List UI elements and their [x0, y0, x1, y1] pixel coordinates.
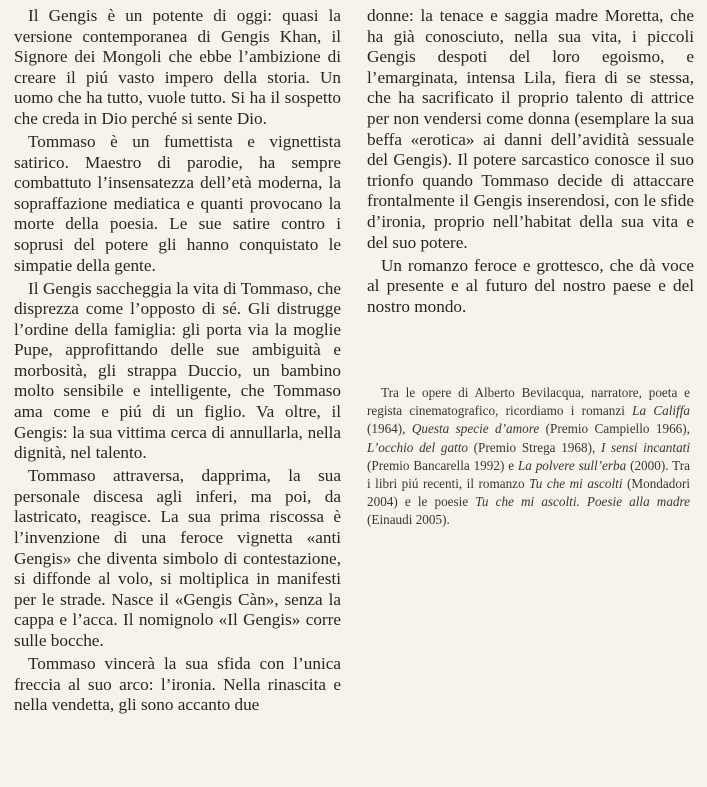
book-title: Tu che mi ascolti	[529, 476, 623, 492]
synopsis-left-column	[14, 6, 341, 716]
author-note	[367, 384, 690, 530]
book-title: I sensi incantati	[600, 439, 690, 455]
book-title: L’occhio del gatto	[367, 439, 468, 455]
synopsis-paragraph: Il Gengis saccheggia la vita di Tommaso, che disprezza come l’opposto di sé. Gli distrugge l’ordine della famiglia: gli porta via la moglie Pupe, approfittando delle sue ambiguità e morbosità, gli strappa Duccio, un bambino molto sensibile e intelligente, che Tommaso ama come e piú di un figlio. Va oltre, il Gengis: la sua vittima cerca di annullarla, nella dignità, nel talento.	[14, 278, 341, 463]
book-title: La polvere sull’erba	[517, 457, 627, 473]
book-title: Tu che mi ascolti. Poesie alla madre	[475, 494, 691, 510]
book-title: Questa specie d’amore	[411, 421, 540, 437]
book-title: La Califfa	[632, 403, 690, 419]
synopsis-paragraph-continued: donne: la tenace e saggia madre Moretta, che ha già conosciuto, nella sua vita, i piccoli Gengis despoti del loro egoismo, e l’emarginata, intensa Lila, fiera di se stessa, che ha sacrificato il proprio talento di attrice per non vendersi come donna (esemplare la sua beffa «erotica» ai danni dell’avidità sessuale del Gengis). Il potere sarcastico conosce il suo trionfo quando Tommaso decide di attaccare frontalmente il Gengis inserendosi, con le sfide d’ironia, proprio nell’habitat della sua vita e del suo potere.	[367, 6, 694, 252]
synopsis-paragraph: Tommaso attraversa, dapprima, la sua personale discesa agli inferi, ma poi, da lastricato, reagisce. La sua prima riscossa è l’invenzione di una feroce vignetta «anti Gengis» che diventa simbolo di contestazione, si diffonde al volo, si moltiplica in manifesti per le strade. Nasce il «Gengis Càn», senza la cappa e l’acca. Il nomignolo «Il Gengis» corre sulle bocche.	[14, 466, 341, 650]
synopsis-right-column	[367, 6, 694, 317]
synopsis-paragraph: Tommaso è un fumettista e vignettista satirico. Maestro di parodie, ha sempre combattuto l’insensatezza dell’età moderna, la sopraffazione mediatica e quanti provocano la morte della poesia. Le sue satire contro i soprusi del potere gli hanno conquistato le simpatie della gente.	[14, 131, 341, 275]
author-note-text: Tra le opere di Alberto Bevilacqua, narratore, poeta e regista cinematografico, ricordiamo i romanzi La Califfa (1964), Questa specie d’amore (Premio Campiello 1966), L’occhio del gatto (Premio Strega 1968), I sensi incantati (Premio Bancarella 1992) e La polvere sull’erba (2000). Tra i libri piú recenti, il romanzo Tu che mi ascolti (Mondadori 2004) e le poesie Tu che mi ascolti. Poesie alla madre (Einaudi 2005).	[367, 385, 691, 528]
synopsis-paragraph: Tommaso vincerà la sua sfida con l’unica freccia al suo arco: l’ironia. Nella rinascita e nella vendetta, gli sono accanto due	[14, 653, 341, 715]
synopsis-paragraph: Il Gengis è un potente di oggi: quasi la versione contemporanea di Gengis Khan, il Signore dei Mongoli che ebbe l’ambizione di creare il piú vasto impero della storia. Un uomo che ha tutto, vuole tutto. Si ha il sospetto che creda in Dio perché si sente Dio.	[14, 6, 341, 128]
synopsis-paragraph: Un romanzo feroce e grottesco, che dà voce al presente e al futuro del nostro paese e del nostro mondo.	[367, 255, 694, 316]
